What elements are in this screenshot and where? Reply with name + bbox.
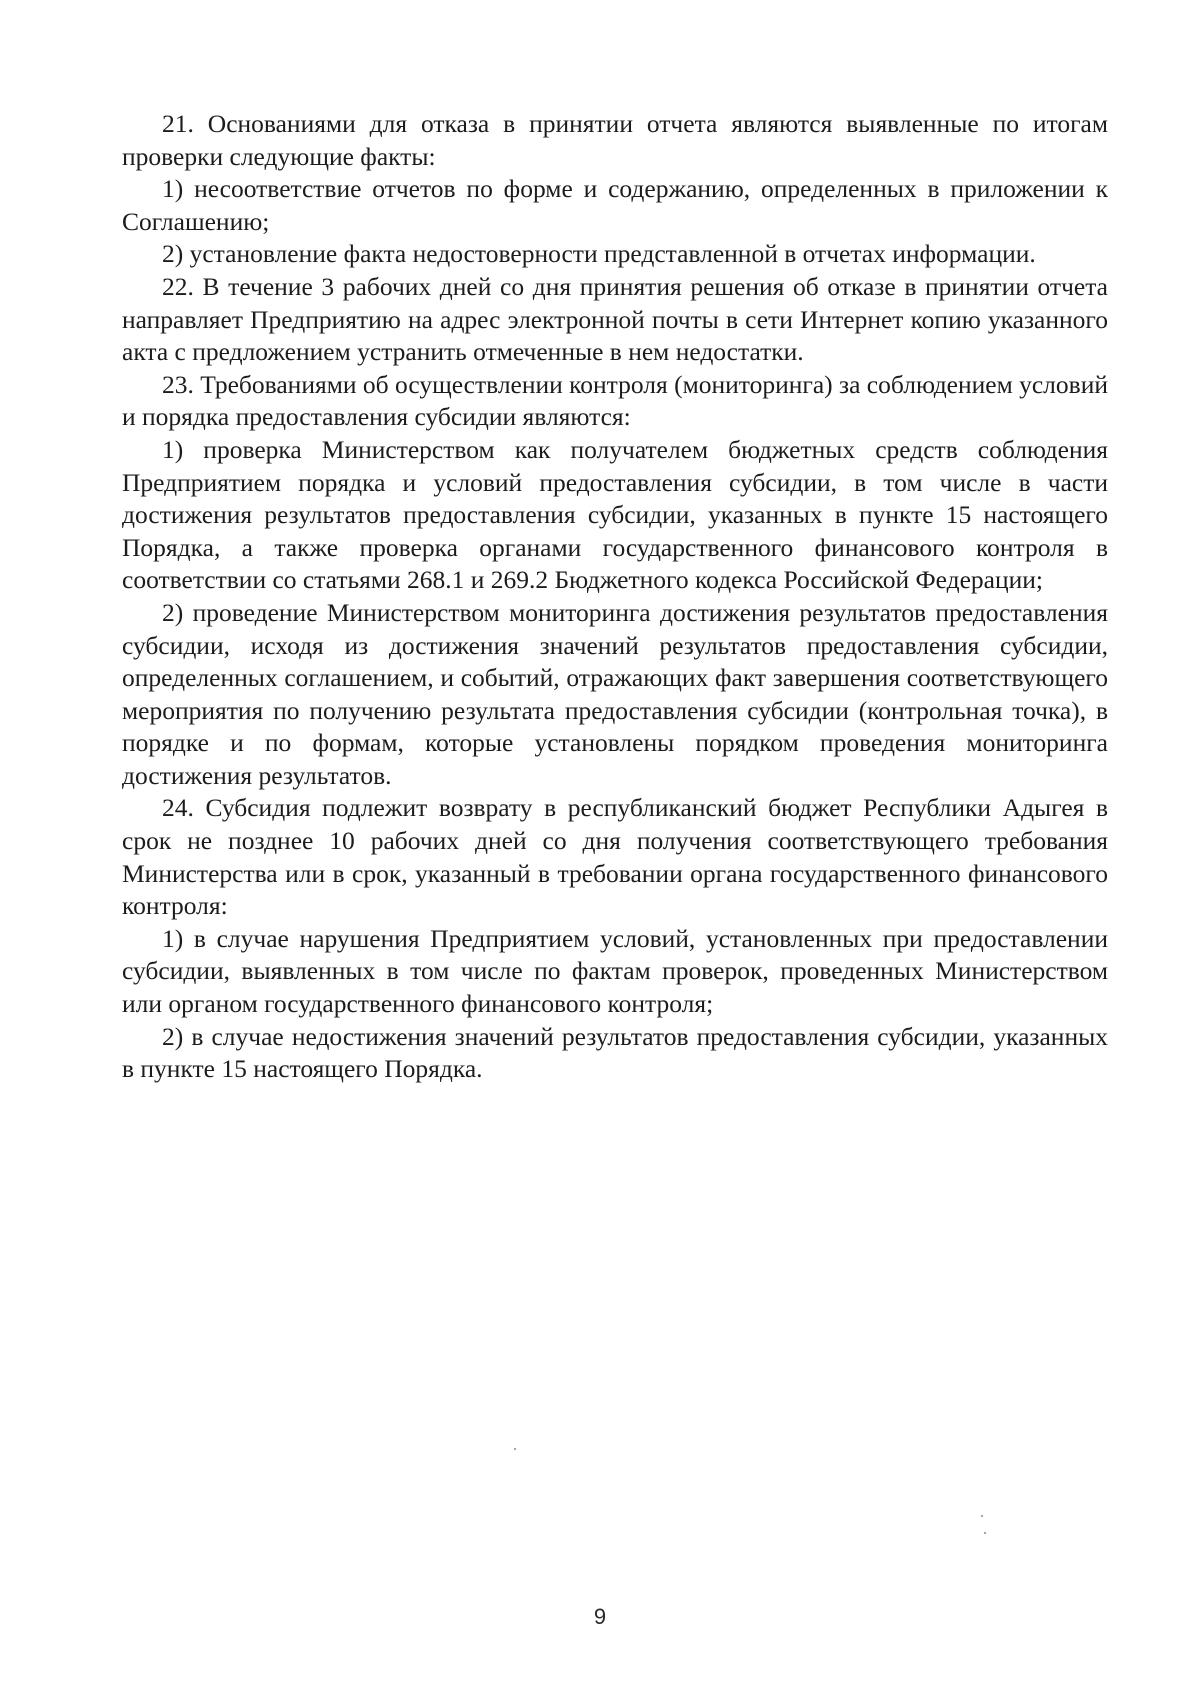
- paragraph-24-item-1: 1) в случае нарушения Предприятием условий, установленных при предоставлении субсидии, выявленных в том числе по фактам проверок, проведенных Министерством или органом государственного финансового контроля;: [122, 923, 1108, 1019]
- page-number: 9: [593, 1604, 607, 1629]
- paragraph-23-item-1: 1) проверка Министерством как получателем бюджетных средств соблюдения Предприятием порядка и условий предоставления субсидии, в том числе в части достижения результатов предоставления субсидии, указанных в пункте 15 настоящего Порядка, а также проверка органами государственного финансового контроля в соответствии со статьями 268.1 и 269.2 Бюджетного кодекса Российской Федерации;: [122, 434, 1108, 595]
- paragraph-21-item-1: 1) несоответствие отчетов по форме и содержанию, определенных в приложении к Соглашению;: [122, 174, 1108, 236]
- scan-speck: [984, 1532, 986, 1534]
- paragraph-24-item-2: 2) в случае недостижения значений результатов предоставления субсидии, указанных в пункте 15 настоящего Порядка.: [122, 1021, 1108, 1084]
- scan-speck: [514, 1448, 516, 1450]
- paragraph-22: 22. В течение 3 рабочих дней со дня принятия решения об отказе в принятии отчета направляет Предприятию на адрес электронной почты в сети Интернет копию указанного акта с предложением устранить отмеченные в нем недостатки.: [122, 271, 1108, 367]
- paragraph-21-item-2: 2) установление факта недостоверности представленной в отчетах информации.: [162, 239, 1036, 269]
- paragraph-21: 21. Основаниями для отказа в принятии отчета являются выявленные по итогам проверки следующие факты:: [122, 109, 1108, 171]
- scan-speck: [981, 1515, 983, 1517]
- paragraph-23-item-2: 2) проведение Министерством мониторинга достижения результатов предоставления субсидии, исходя из достижения значений результатов предоставления субсидии, определенных соглашением, и событий, отражающих факт завершения соответствующего мероприятия по получению результата предоставления субсидии (контрольная точка), в порядке и по формам, которые установлены порядком проведения мониторинга достижения результатов.: [122, 597, 1108, 790]
- document-body: [122, 108, 1108, 1086]
- paragraph-24: 24. Субсидия подлежит возврату в республиканский бюджет Республики Адыгея в срок не позднее 10 рабочих дней со дня получения соответствующего требования Министерства или в срок, указанный в требовании органа государственного финансового контроля:: [122, 793, 1108, 921]
- paragraph-23: 23. Требованиями об осуществлении контроля (мониторинга) за соблюдением условий и порядка предоставления субсидии являются:: [122, 369, 1108, 432]
